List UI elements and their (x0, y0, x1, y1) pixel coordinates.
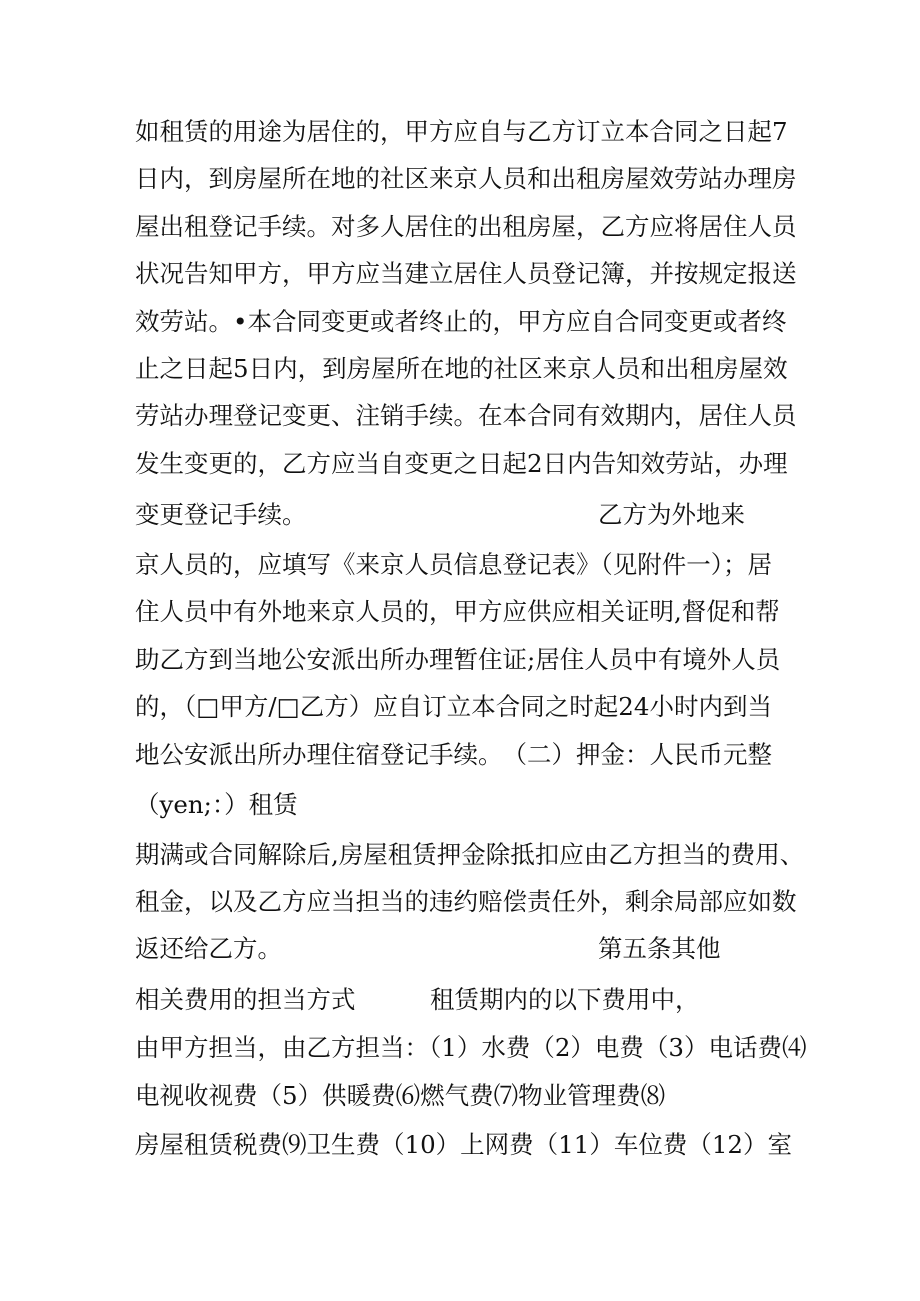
text-line: 日内，到房屋所在地的社区来京人员和出租房屋效劳站办理房 (135, 164, 797, 193)
text-line: 房屋租赁税费⑼卫生费（10）上网费（11）车位费（12）室 (135, 1130, 793, 1159)
text-line: 劳站办理登记变更、注销手续。在本合同有效期内，居住人员 (135, 401, 797, 430)
text-line: 变更登记手续。 (135, 500, 307, 529)
text-line: 状况告知甲方，甲方应当建立居住人员登记簿，并按规定报送 (135, 259, 797, 288)
text-line: 租金，以及乙方应当担当的违约赔偿责任外，剩余局部应如数 (135, 887, 797, 916)
text-line: 乙方为外地来 (598, 500, 745, 529)
text-line: 相关费用的担当方式 (135, 985, 356, 1014)
text-line: 电视收视费（5）供暖费⑹燃气费⑺物业管理费⑻ (135, 1081, 666, 1110)
text-line: 第五条其他 (598, 934, 721, 963)
text-line: 止之日起5日内，到房屋所在地的社区来京人员和出租房屋效 (135, 354, 788, 383)
text-line: 的，（□甲方/□乙方）应自订立本合同之时起24小时内到当 (135, 692, 772, 721)
text-line: 住人员中有外地来京人员的，甲方应供应相关证明,督促和帮 (135, 597, 780, 626)
text-line: 期满或合同解除后,房屋租赁押金除抵扣应由乙方担当的费用、 (135, 840, 805, 869)
text-line: 如租赁的用途为居住的，甲方应自与乙方订立本合同之日起7 (135, 117, 788, 146)
text-line: 助乙方到当地公安派出所办理暂住证;居住人员中有境外人员 (135, 645, 781, 674)
text-line: 发生变更的，乙方应当自变更之日起2日内告知效劳站，办理 (135, 449, 788, 478)
text-line: （yen;：）租赁 (135, 790, 298, 819)
text-line: 由甲方担当，由乙方担当：（1）水费（2）电费（3）电话费⑷ (135, 1033, 807, 1062)
text-line: 京人员的，应填写《来京人员信息登记表》（见附件一）；居 (135, 550, 772, 579)
text-line: 效劳站。•本合同变更或者终止的，甲方应自合同变更或者终 (135, 307, 787, 336)
text-line: 租赁期内的以下费用中， (430, 985, 700, 1014)
text-line: 返还给乙方。 (135, 934, 282, 963)
text-line: 地公安派出所办理住宿登记手续。 （二）押金：人民币元整 (135, 740, 772, 769)
text-line: 屋出租登记手续。对多人居住的出租房屋，乙方应将居住人员 (135, 212, 797, 241)
